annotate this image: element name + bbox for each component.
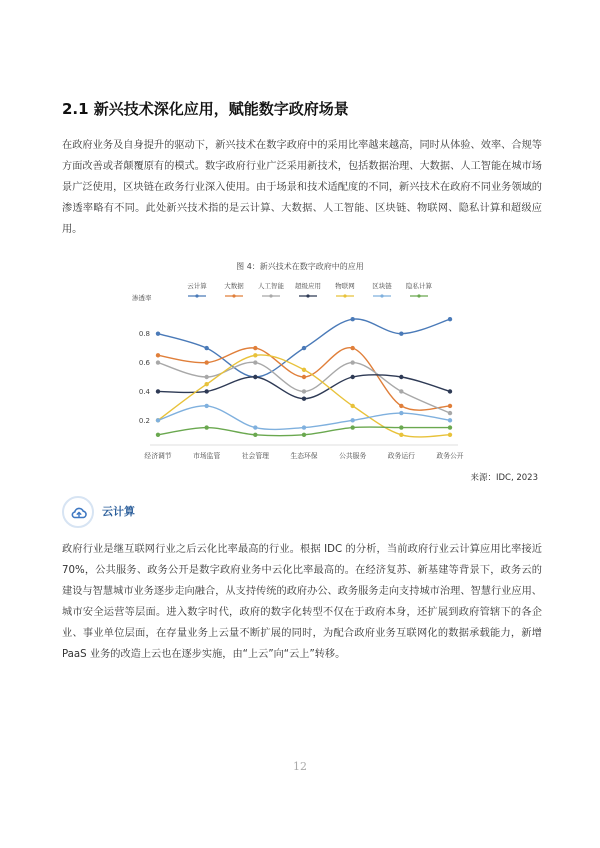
y-tick-label: 0.2	[138, 416, 150, 425]
x-tick-label: 市场监管	[193, 452, 221, 460]
data-point	[156, 389, 160, 393]
legend-label: 云计算	[187, 282, 207, 290]
cloud-paragraph: 政府行业是继互联网行业之后云化比率最高的行业。根据 IDC 的分析，当前政府行业云计算应用比率接近 70%，公共服务、政务公开是数字政府业务中云化比率最高的。在经济复苏、新基建等背景下，政务云的建设与智慧城市业务逐步走向融合，从支持传统的政府办公、政务服务走向支持城市治理、智慧行业应用、城市安全运营等层面。进入数字时代，政府的数字化转型不仅在于政府本身，还扩展到政府管辖下的各企业、事业单位层面，在存量业务上云量不断扩展的同时，为配合政府业务互联网化的数据承载能力，新增 PaaS 业务的改造上云也在逐步实施，由“上云”向“云上”转移。	[62, 544, 542, 660]
data-point	[448, 389, 452, 393]
penetration-line-chart	[128, 274, 478, 464]
x-tick-label: 经济调节	[144, 452, 172, 460]
figure-source: 来源：IDC, 2023	[470, 473, 538, 483]
x-tick-label: 公共服务	[339, 452, 367, 460]
data-point	[156, 353, 160, 357]
data-point	[302, 389, 306, 393]
data-point	[302, 346, 306, 350]
data-point	[399, 433, 403, 437]
data-point	[350, 317, 354, 321]
data-point	[302, 433, 306, 437]
x-tick-label: 政务运行	[387, 452, 415, 460]
legend-marker	[380, 294, 383, 297]
legend-marker	[269, 294, 272, 297]
x-tick-label: 政务公开	[436, 452, 464, 460]
figure-caption: 图 4：新兴技术在数字政府中的应用	[236, 262, 364, 271]
data-point	[156, 433, 160, 437]
data-point	[350, 346, 354, 350]
legend-marker	[195, 294, 198, 297]
data-point	[399, 375, 403, 379]
data-point	[204, 425, 208, 429]
legend-label: 超级应用	[295, 282, 321, 290]
data-point	[448, 433, 452, 437]
callout-label: 云计算	[102, 505, 135, 518]
y-tick-label: 0.6	[138, 359, 150, 368]
legend-label: 大数据	[224, 282, 244, 290]
data-point	[399, 404, 403, 408]
data-point	[156, 360, 160, 364]
data-point	[448, 425, 452, 429]
x-tick-label: 生态环保	[290, 452, 318, 460]
legend-label: 物联网	[335, 282, 355, 290]
legend-label: 区块链	[372, 282, 392, 290]
y-axis-label: 渗透率	[132, 294, 152, 302]
legend-marker	[306, 294, 309, 297]
data-point	[204, 360, 208, 364]
data-point	[204, 375, 208, 379]
data-point	[204, 382, 208, 386]
data-point	[253, 353, 257, 357]
data-point	[253, 346, 257, 350]
legend-label: 人工智能	[258, 282, 284, 290]
data-point	[399, 389, 403, 393]
data-point	[350, 404, 354, 408]
section-title: 2.1 新兴技术深化应用，赋能数字政府场景	[62, 100, 349, 118]
data-point	[253, 433, 257, 437]
data-point	[204, 346, 208, 350]
data-point	[448, 418, 452, 422]
data-point	[253, 375, 257, 379]
data-point	[350, 360, 354, 364]
data-point	[399, 331, 403, 335]
legend-marker	[343, 294, 346, 297]
data-point	[399, 411, 403, 415]
data-point	[253, 360, 257, 364]
data-point	[302, 375, 306, 379]
data-point	[302, 425, 306, 429]
legend-marker	[417, 294, 420, 297]
data-point	[448, 404, 452, 408]
legend-label: 隐私计算	[406, 282, 432, 290]
x-tick-label: 社会管理	[241, 452, 269, 460]
data-point	[302, 368, 306, 372]
data-point	[350, 418, 354, 422]
data-point	[204, 389, 208, 393]
series-line	[158, 355, 450, 437]
data-point	[350, 375, 354, 379]
data-point	[253, 425, 257, 429]
data-point	[156, 418, 160, 422]
data-point	[448, 411, 452, 415]
data-point	[156, 331, 160, 335]
cloud-computing-callout	[62, 496, 172, 528]
data-point	[448, 317, 452, 321]
y-tick-label: 0.8	[138, 330, 150, 339]
cloud-upload-icon	[70, 505, 88, 521]
page-number: 12	[293, 760, 307, 773]
legend-marker	[232, 294, 235, 297]
y-tick-label: 0.4	[138, 387, 150, 396]
data-point	[302, 396, 306, 400]
data-point	[350, 425, 354, 429]
data-point	[399, 425, 403, 429]
callout-badge	[62, 496, 94, 528]
data-point	[204, 404, 208, 408]
intro-paragraph: 在政府业务及自身提升的驱动下，新兴技术在数字政府中的采用比率越来越高，同时从体验、效率、合规等方面改善或者颠覆原有的模式。数字政府行业广泛采用新技术，包括数据治理、大数据、人工智能在城市场景广泛使用，区块链在政务行业深入使用。由于场景和技术适配度的不同，新兴技术在政府不同业务领域的渗透率略有不同。此处新兴技术指的是云计算、大数据、人工智能、区块链、物联网、隐私计算和超级应用。	[62, 140, 542, 235]
